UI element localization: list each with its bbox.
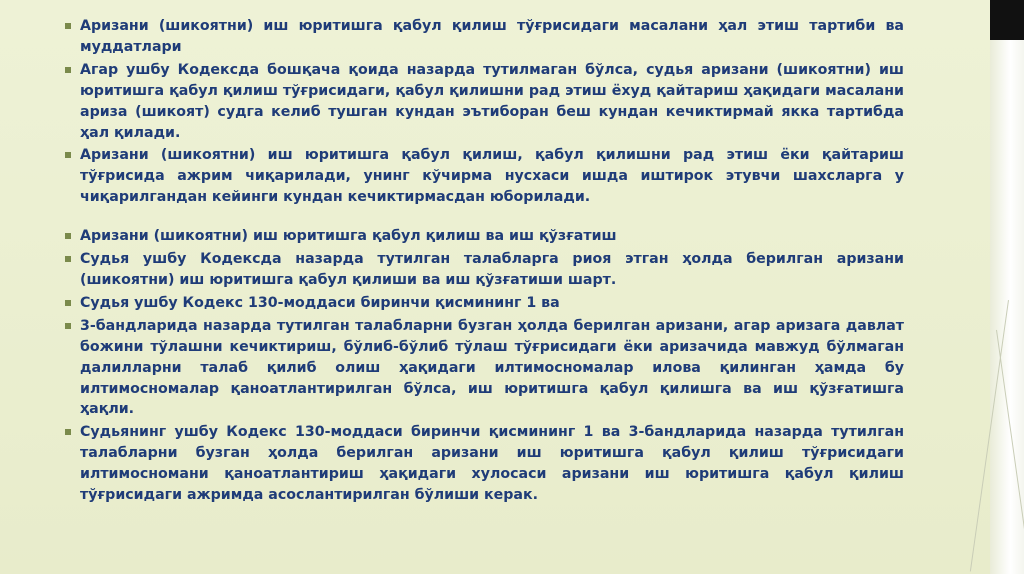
bullet-item bbox=[64, 422, 904, 506]
bullet-text: Судья ушбу Кодексда назарда тутилган талабларга риоя этган ҳолда берилган аризани (шикоятни) иш юритишга қабул қилиши ва иш қўзғатиши шарт. bbox=[80, 251, 904, 288]
bullet-text: Аризани (шикоятни) иш юритишга қабул қилиш тўғрисидаги масалани ҳал этиш тартиби ва муддатлари bbox=[80, 18, 904, 55]
bullet-icon bbox=[65, 152, 71, 158]
bullet-item bbox=[64, 60, 904, 144]
spacer bbox=[64, 210, 904, 226]
bullet-text: Аризани (шикоятни) иш юритишга қабул қилиш, қабул қилишни рад этиш ёки қайтариш тўғрисида ажрим чиқарилади, унинг кўчирма нусхаси ишда иштирок этувчи шахсларга у чиқарилгандан кейинги кундан кечиктирмасдан юборилади. bbox=[80, 147, 904, 206]
bullet-item bbox=[64, 293, 904, 314]
bullet-item bbox=[64, 316, 904, 421]
bullet-text: Агар ушбу Кодексда бошқача қоида назарда тутилмаган бўлса, судья аризани (шикоятни) иш юритишга қабул қилиш тўғрисидаги, қабул қилишни рад этиш ёхуд қайтариш ҳақидаги масалани ариза (шикоят) судга келиб тушган кундан эътиборан беш кундан кечиктирмай якка тартибда ҳал қилади. bbox=[80, 61, 904, 141]
bullet-icon bbox=[65, 429, 71, 435]
bullet-item bbox=[64, 16, 904, 58]
bullet-icon bbox=[65, 67, 71, 73]
bullet-item bbox=[64, 145, 904, 208]
corner-block bbox=[990, 0, 1024, 40]
bullet-text: Судьянинг ушбу Кодекс 130-моддаси биринчи қисмининг 1 ва 3-бандларида назарда тутилган талабларни бузган ҳолда берилган аризани иш юритишга қабул қилиш тўғрисидаги илтимосномани қаноатлантириш ҳақидаги хулосаси аризани иш юритишга қабул қилиш тўғрисидаги ажримда асослантирилган бўлиши керак. bbox=[80, 424, 904, 504]
bullet-item bbox=[64, 226, 904, 247]
bullet-text: 3-бандларида назарда тутилган талабларни бузган ҳолда берилган аризани, агар аризага давлат божини тўлашни кечиктириш, бўлиб-бўлиб тўлаш тўғрисидаги ёки аризачида мавжуд бўлмаган далилларни талаб қилиб олиш ҳақидаги илтимосномалар илова қилинган ҳамда бу илтимосномалар қаноатлантирилган бўлса, иш юритишга қабул қилишга ва иш қўзғатишга ҳақли. bbox=[80, 317, 904, 418]
bullet-icon bbox=[65, 256, 71, 262]
bullet-text: Аризани (шикоятни) иш юритишга қабул қилиш ва иш қўзғатиш bbox=[80, 228, 617, 245]
bullet-icon bbox=[65, 23, 71, 29]
bullet-icon bbox=[65, 300, 71, 306]
bullet-icon bbox=[65, 233, 71, 239]
slide-content bbox=[64, 16, 904, 508]
bullet-item bbox=[64, 249, 904, 291]
bullet-icon bbox=[65, 323, 71, 329]
bullet-text: Судья ушбу Кодекс 130-моддаси биринчи қисмининг 1 ва bbox=[80, 294, 560, 311]
